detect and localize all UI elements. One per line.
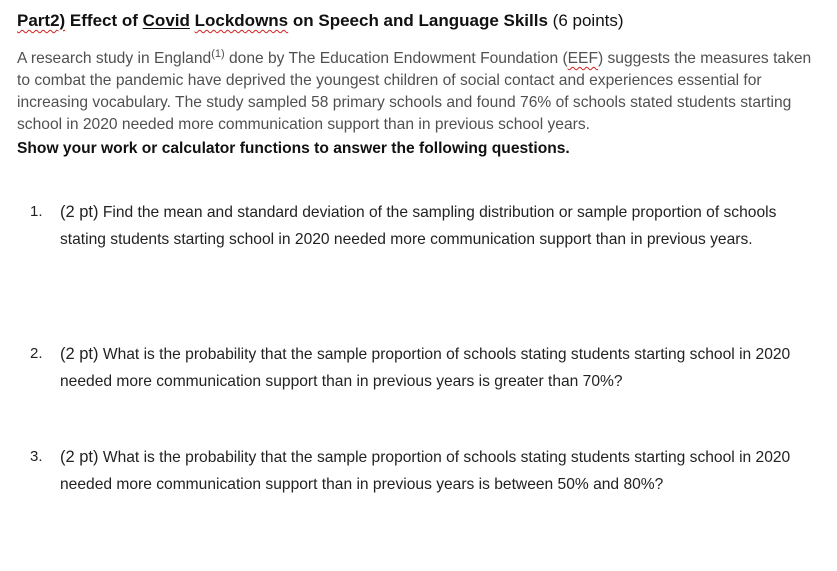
question-text <box>60 341 800 395</box>
intro-text-end: ) suggests the measures taken to combat the pandemic have deprived the youngest children of social contact and experiences essential for increasing vocabulary. The study sampled 58 primary schools and found 76% of schools stated students starting school in 2020 needed more communication support than in previous school years. <box>17 50 812 133</box>
title-lockdowns: Lockdowns <box>194 11 289 30</box>
question-item-3 <box>30 444 800 498</box>
question-body: What is the probability that the sample proportion of schools stating students starting school in 2020 needed more communication support than in previous years is greater than 70%? <box>60 346 791 390</box>
question-item-1 <box>30 199 800 253</box>
question-number: 3. <box>30 448 43 465</box>
title-rest: on Speech and Language Skills <box>292 11 548 30</box>
question-body: What is the probability that the sample proportion of schools stating students starting school in 2020 needed more communication support than in previous years is between 50% and 80%? <box>60 449 791 493</box>
question-points: (2 pt) <box>60 448 99 466</box>
intro-text-middle: done by The Education Endowment Foundation ( <box>224 50 568 67</box>
question-points: (2 pt) <box>60 203 99 221</box>
title-part-label: Part2) <box>17 11 66 30</box>
question-body: Find the mean and standard deviation of the sampling distribution or sample proportion of schools stating students starting school in 2020 needed more communication support than in previous years. <box>60 204 777 248</box>
intro-paragraph <box>17 48 822 136</box>
question-text <box>60 444 800 498</box>
question-number: 2. <box>30 345 43 362</box>
document-page <box>17 10 822 160</box>
section-title <box>17 10 822 32</box>
intro-abbreviation: EEF <box>567 50 598 67</box>
question-item-2 <box>30 341 800 395</box>
footnote-reference: (1) <box>211 48 225 60</box>
question-points: (2 pt) <box>60 345 99 363</box>
instruction-text: Show your work or calculator functions to answer the following questions. <box>17 140 570 157</box>
question-number: 1. <box>30 203 43 220</box>
title-points: (6 points) <box>552 11 624 30</box>
title-covid: Covid <box>142 11 190 30</box>
intro-text-start: A research study in England <box>17 50 212 67</box>
question-text <box>60 199 800 253</box>
title-effect-of: Effect of <box>69 11 138 30</box>
